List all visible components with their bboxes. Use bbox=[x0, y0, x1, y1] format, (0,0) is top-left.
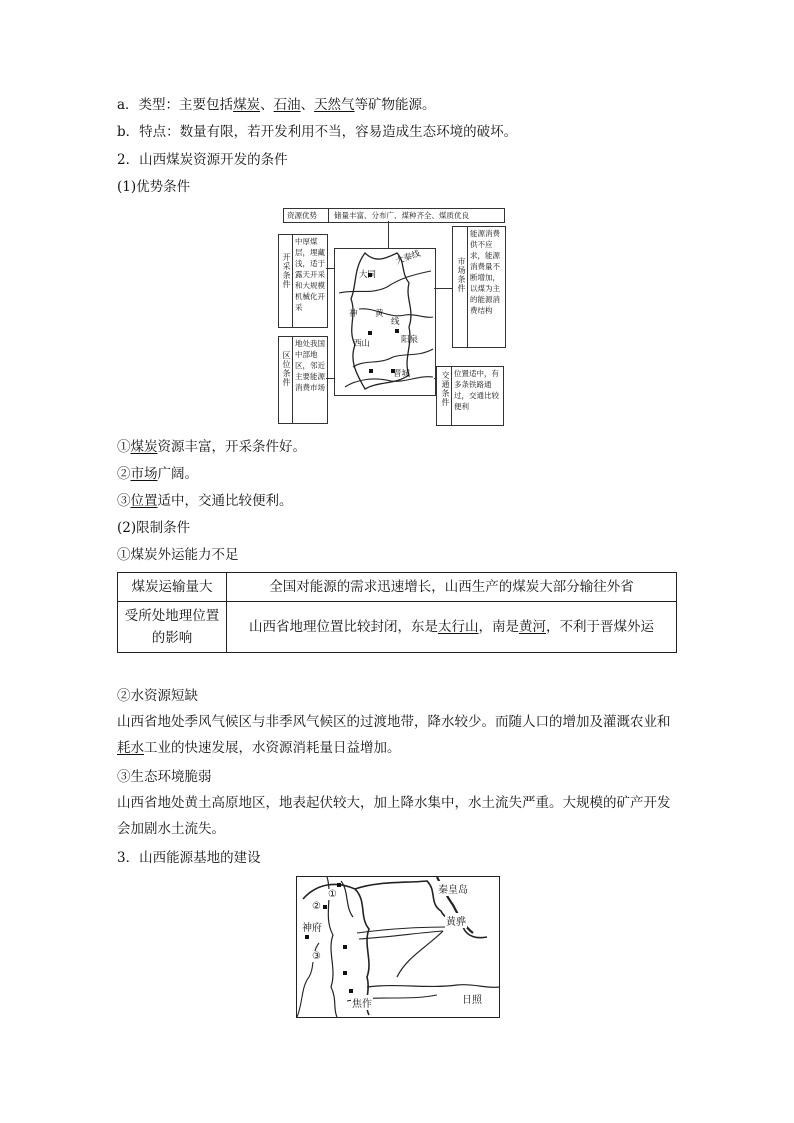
market-label: 市场条件 bbox=[457, 257, 466, 293]
adv-item-1 bbox=[117, 437, 306, 457]
label-marker-1: ① bbox=[328, 889, 337, 900]
energy-base-map bbox=[296, 876, 500, 1018]
item-num: ① bbox=[117, 439, 131, 455]
label-yangquan: 阳泉 bbox=[401, 335, 419, 345]
limit-2-text bbox=[117, 709, 677, 761]
sep: 、 bbox=[260, 97, 274, 113]
label-huanghua: 黄骅 bbox=[445, 913, 467, 928]
market-text: 能源消费供不应求，能源消费量不断增加，以煤为主的能源消费结构 bbox=[470, 229, 500, 315]
transport-limit-table bbox=[117, 572, 677, 653]
location-box bbox=[278, 336, 328, 424]
label-jincheng: 晋城 bbox=[393, 369, 411, 379]
table-body-cell: 全国对能源的需求迅速增长，山西生产的煤炭大部分输往外省 bbox=[227, 573, 677, 602]
label-xian: 线 bbox=[391, 317, 400, 327]
label-huang: 黄 bbox=[375, 309, 384, 319]
label-shen: 神 bbox=[349, 309, 358, 319]
table-head-cell: 煤炭运输量大 bbox=[118, 573, 227, 602]
label-xishan: 西山 bbox=[353, 339, 371, 349]
resource-label: 资源优势 bbox=[287, 211, 317, 220]
blank-oil: 石油 bbox=[273, 97, 301, 113]
label-rizhao: 日照 bbox=[461, 991, 483, 1006]
table-row bbox=[118, 573, 677, 602]
para-text: 工业的快速发展，水资源消耗量日益增加。 bbox=[144, 740, 401, 756]
label-qinhuangdao: 秦皇岛 bbox=[437, 881, 469, 896]
label-marker-3: ③ bbox=[312, 951, 321, 962]
shanxi-map bbox=[334, 248, 436, 396]
transport-text: 位置适中，有多条铁路通过，交通比较便利 bbox=[454, 369, 499, 411]
label-shenfu: 神府 bbox=[301, 919, 323, 934]
advantage-heading: (1)优势条件 bbox=[117, 179, 191, 195]
location-text: 地处我国中部地区，邻近主要能源消费市场 bbox=[295, 339, 325, 392]
resource-box bbox=[283, 208, 505, 223]
mining-text: 中厚煤层，埋藏浅，适于露天开采和大规模机械化开采 bbox=[295, 237, 325, 312]
limit-2-title: ②水资源短缺 bbox=[117, 688, 198, 704]
item-rest: 适中，交通比较便利。 bbox=[157, 493, 293, 509]
limit-3-text: 山西省地处黄土高原地区，地表起伏较大，加上降水集中，水土流失严重。大规模的矿产开发会加剧水土流失。 bbox=[117, 795, 671, 837]
section-2-title: 2．山西煤炭资源开发的条件 bbox=[117, 152, 288, 168]
section-3-title: 3．山西能源基地的建设 bbox=[117, 850, 261, 866]
limit-3-title: ③生态环境脆弱 bbox=[117, 769, 212, 785]
cell-text: 山西省地理位置比较封闭，东是 bbox=[249, 619, 438, 635]
line-a bbox=[117, 95, 436, 115]
item-rest: 资源丰富，开采条件好。 bbox=[157, 439, 306, 455]
item-num: ③ bbox=[117, 493, 131, 509]
blank-huanghe: 黄河 bbox=[519, 619, 546, 635]
label-marker-2: ② bbox=[312, 901, 321, 912]
table-body-cell bbox=[227, 602, 677, 653]
sep: 、 bbox=[300, 97, 315, 113]
cell-text: ，不利于晋煤外运 bbox=[546, 619, 654, 635]
label-jiaozuo: 焦作 bbox=[351, 995, 373, 1010]
market-box bbox=[452, 226, 506, 348]
label-daqin-line: 大秦线 bbox=[394, 248, 422, 268]
line-a-suffix: 等矿物能源。 bbox=[354, 97, 436, 113]
item-num: ② bbox=[117, 466, 131, 482]
mining-box bbox=[278, 234, 328, 328]
transport-box bbox=[436, 366, 504, 426]
blank-coal-resource: 煤炭 bbox=[130, 439, 158, 455]
blank-location: 位置 bbox=[130, 493, 158, 509]
limit-1-title: ①煤炭外运能力不足 bbox=[117, 547, 239, 563]
blank-market: 市场 bbox=[130, 466, 158, 482]
blank-taihang: 太行山 bbox=[438, 619, 479, 635]
adv-item-3 bbox=[117, 491, 293, 511]
line-b: b．特点：数量有限，若开发利用不当，容易造成生态环境的破坏。 bbox=[117, 124, 518, 140]
mining-label: 开采条件 bbox=[282, 253, 291, 289]
blank-gas: 天然气 bbox=[314, 97, 355, 113]
table-row bbox=[118, 602, 677, 653]
blank-coal: 煤炭 bbox=[233, 97, 261, 113]
item-rest: 广阔。 bbox=[157, 466, 198, 482]
adv-item-2 bbox=[117, 464, 198, 484]
resource-text: 储量丰富、分布广、煤种齐全、煤质优良 bbox=[334, 211, 469, 220]
para-text: 山西省地处季风气候区与非季风气候区的过渡地带，降水较少。而随人口的增加及灌溉农业和 bbox=[117, 714, 671, 730]
transport-label: 交通条件 bbox=[441, 371, 450, 407]
coal-conditions-diagram bbox=[278, 208, 508, 426]
table-head-cell: 受所处地理位置的影响 bbox=[118, 602, 227, 653]
label-datong: 大同 bbox=[359, 270, 377, 280]
limit-heading: (2)限制条件 bbox=[117, 520, 191, 536]
cell-text: ，南是 bbox=[478, 619, 519, 635]
location-label: 区位条件 bbox=[282, 351, 291, 387]
shanxi-map-svg bbox=[335, 249, 435, 395]
blank-water-consuming: 耗水 bbox=[117, 740, 144, 756]
line-a-prefix: a．类型：主要包括 bbox=[117, 97, 234, 113]
